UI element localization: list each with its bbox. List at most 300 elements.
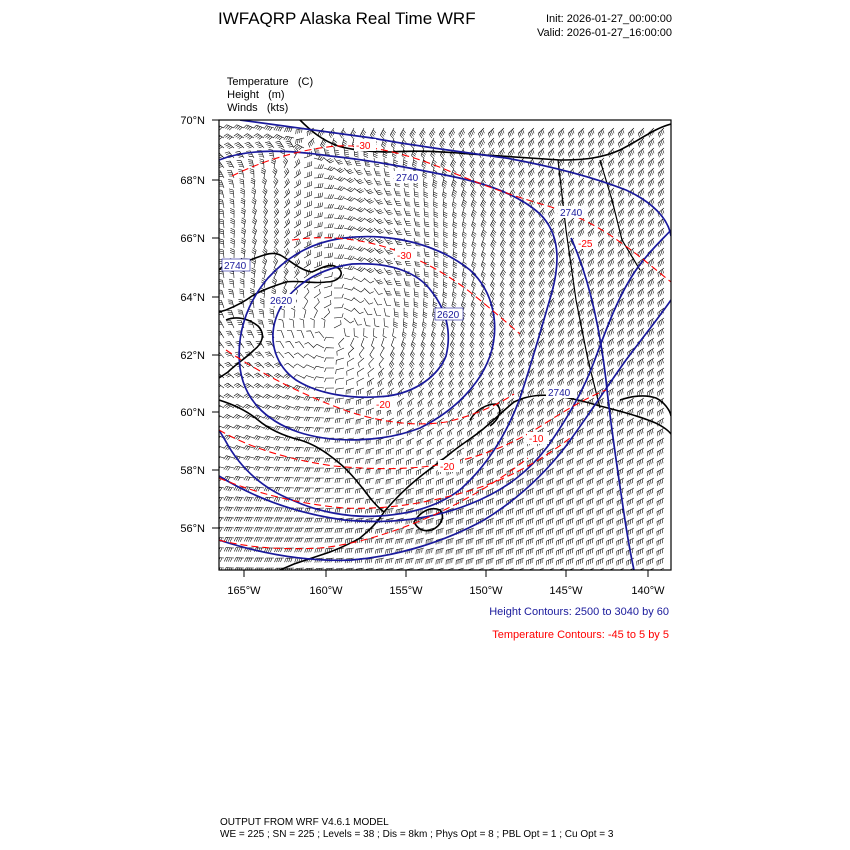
wind-barb [490, 218, 496, 228]
wind-barb [617, 458, 624, 466]
map-title: IWFAQRP Alaska Real Time WRF [218, 9, 476, 28]
wind-barb [241, 208, 245, 218]
wind-barb [648, 138, 654, 147]
wind-barb [486, 548, 494, 555]
wind-barb [402, 328, 406, 338]
wind-barb [262, 258, 267, 268]
wind-barb [424, 258, 429, 267]
wind-barb [618, 208, 624, 217]
lon-label: 150°W [469, 585, 503, 597]
wind-barb [346, 378, 354, 385]
wind-barb [597, 488, 604, 496]
wind-barb [568, 298, 574, 307]
wind-barb [374, 278, 383, 284]
temp-label-box [576, 237, 598, 250]
wind-barb [607, 488, 614, 496]
wind-barb [607, 478, 614, 486]
wind-barb [325, 458, 334, 463]
wind-barb [277, 331, 284, 339]
wind-barb [306, 331, 314, 338]
wind-barb [627, 468, 634, 476]
wind-barb [607, 468, 614, 476]
wind-barb [423, 168, 428, 178]
wind-barb [264, 384, 274, 389]
wind-barb [354, 318, 362, 325]
wind-barb [434, 228, 439, 237]
wind-barb [460, 158, 466, 168]
wind-barb [417, 438, 424, 446]
wind-barb [386, 458, 394, 465]
wind-barb [519, 258, 525, 268]
wind-barb [426, 568, 434, 574]
wind-barb [467, 508, 475, 515]
wind-barb [657, 378, 664, 387]
wind-barb [254, 507, 264, 511]
wind-barb [547, 558, 554, 565]
wind-barb [627, 368, 634, 377]
wind-barb [374, 218, 384, 224]
wind-barb [608, 258, 614, 267]
wind-barb [537, 528, 544, 535]
wind-barb [335, 398, 344, 403]
wind-barb [529, 238, 535, 248]
wind-barb [637, 518, 644, 526]
wind-barb [557, 518, 564, 526]
wind-barb [608, 298, 614, 307]
wind-barb [314, 397, 324, 401]
wind-barb [315, 458, 325, 462]
wind-barb [394, 278, 401, 285]
wind-barb [452, 198, 457, 208]
wind-barb [597, 458, 604, 466]
wind-barb [354, 267, 364, 272]
wind-barb [447, 428, 454, 437]
wind-barb [452, 288, 457, 298]
wind-barb [344, 216, 354, 221]
wind-barb [557, 528, 564, 536]
wind-barb [376, 478, 384, 484]
wind-barb [234, 497, 244, 502]
wind-barb [527, 418, 534, 427]
wind-barb [224, 466, 234, 471]
wind-barb [384, 278, 392, 285]
wind-barb [224, 456, 234, 461]
wind-barb [557, 538, 564, 545]
wind-barb [347, 358, 354, 366]
wind-barb [427, 428, 434, 436]
wind-barb [510, 238, 516, 248]
wind-barb [638, 158, 644, 167]
wind-barb [470, 338, 475, 348]
wind-barb [427, 438, 434, 446]
wind-barb [365, 568, 374, 574]
lat-label: 60°N [180, 407, 205, 419]
wind-barb [294, 200, 301, 208]
wind-barb [384, 188, 392, 195]
wind-barb [324, 272, 332, 278]
wind-barb [414, 268, 420, 276]
wind-barb [497, 448, 504, 456]
coastline-layer [219, 120, 671, 570]
wind-barb [334, 225, 344, 229]
wind-barb [254, 558, 264, 562]
wind-barb [487, 428, 494, 437]
wind-barb [487, 468, 494, 476]
wind-barb [450, 338, 455, 348]
wind-barb [588, 148, 594, 157]
wind-barb [304, 407, 314, 411]
wind-barb [637, 538, 644, 546]
wind-barb [627, 418, 634, 426]
wind-barb [324, 194, 334, 198]
height-label: 2740 [560, 208, 583, 219]
wind-barb [304, 342, 314, 348]
wind-barb [273, 168, 278, 178]
wind-barb [336, 358, 344, 365]
wind-barb [354, 217, 364, 222]
wind-barb [470, 328, 475, 338]
wind-barb [658, 158, 664, 167]
wind-barb [471, 198, 477, 208]
wind-barb [344, 266, 354, 270]
wind-barb [608, 238, 614, 247]
wind-barb [638, 288, 644, 297]
wind-barb [440, 138, 446, 148]
wind-barb [510, 288, 516, 298]
wind-barb [453, 268, 457, 278]
wind-barb [264, 405, 274, 410]
wind-barb [628, 218, 634, 227]
wind-barb [397, 438, 404, 446]
wind-barb [538, 358, 544, 367]
wind-barb [647, 348, 654, 357]
wind-barb [500, 218, 506, 228]
wind-barb [491, 268, 496, 278]
wind-barb [380, 348, 384, 358]
wind-barb [344, 178, 354, 183]
wind-barb [657, 558, 664, 566]
wind-barb [378, 368, 384, 378]
wind-barb [443, 208, 447, 218]
wind-barb [441, 328, 446, 338]
wind-barb [647, 508, 654, 516]
wind-barb [529, 268, 535, 278]
wind-barb [658, 258, 664, 267]
wind-barb [393, 328, 397, 338]
lon-label: 145°W [549, 585, 583, 597]
wind-barb [451, 328, 456, 338]
wind-barb [314, 344, 324, 348]
wind-barb [274, 477, 284, 481]
wind-barb [403, 318, 407, 328]
wind-barb [284, 136, 294, 141]
wind-barb [518, 368, 524, 377]
wind-barb [578, 298, 584, 307]
field-height-unit: (m) [268, 89, 285, 101]
wind-barb [498, 378, 504, 387]
wind-barb [383, 148, 388, 158]
wind-barb [374, 268, 383, 274]
wind-barb [657, 498, 664, 506]
wind-barb [412, 158, 417, 168]
wind-barb [508, 368, 514, 377]
wind-barb [437, 478, 444, 485]
wind-barb [219, 249, 224, 258]
wind-barb [251, 178, 255, 188]
wind-barb [314, 212, 322, 218]
wind-barb [658, 138, 664, 147]
wind-barb [304, 230, 311, 238]
wind-barb [538, 168, 544, 177]
wind-barb [334, 195, 344, 200]
wind-barb [376, 498, 384, 504]
wind-barb [396, 528, 404, 534]
wind-barb [384, 288, 392, 295]
wind-barb [387, 438, 394, 445]
wind-barb [587, 518, 594, 526]
wind-barb [424, 268, 429, 277]
wind-barb [459, 378, 465, 388]
wind-barb [618, 318, 624, 327]
wind-barb [433, 188, 437, 198]
wind-barb [364, 298, 373, 304]
wind-barb [658, 188, 664, 197]
wind-barb [410, 358, 415, 368]
wind-barb [294, 268, 299, 278]
wind-barb [618, 178, 624, 187]
wind-barb [557, 508, 564, 516]
wind-barb [294, 210, 301, 219]
wind-barb [384, 298, 391, 306]
wind-barb [657, 348, 664, 357]
wind-barb [608, 208, 614, 217]
wind-barb [462, 248, 466, 258]
wind-barb [254, 466, 264, 470]
wind-barb [617, 448, 624, 456]
wind-barb [436, 548, 444, 555]
wind-barb [437, 448, 444, 456]
wind-barb [294, 159, 300, 168]
wind-barb [251, 188, 256, 198]
wind-barb [507, 488, 514, 496]
wind-barb [466, 558, 474, 565]
wind-barb [364, 218, 374, 223]
wind-barb [357, 368, 364, 377]
wind-barb [324, 166, 334, 171]
wind-barb [419, 368, 424, 378]
wind-barb [548, 318, 554, 328]
wind-barb [558, 258, 564, 268]
wind-barb [587, 488, 594, 496]
wind-barb [476, 548, 484, 555]
wind-barb [470, 158, 476, 168]
wind-barb [335, 448, 344, 453]
wind-barb [422, 328, 427, 338]
wind-barb [648, 228, 654, 237]
wind-barb [324, 348, 334, 352]
wind-barb [529, 218, 535, 228]
wind-barb [637, 438, 644, 446]
wind-barb [508, 358, 514, 368]
wind-barb [527, 488, 534, 496]
wind-barb [224, 527, 234, 531]
wind-barb [364, 158, 370, 166]
wind-barb [325, 378, 335, 382]
wind-barb [260, 159, 265, 168]
wind-barb [466, 568, 474, 575]
wind-barb [597, 498, 604, 506]
wind-barb [284, 363, 294, 368]
wind-barb [334, 304, 343, 308]
wind-barb [296, 138, 304, 144]
wind-barb [335, 388, 344, 393]
wind-barb [304, 365, 314, 368]
wind-barb [404, 288, 410, 297]
wind-barb [618, 128, 624, 137]
wind-barb [325, 498, 334, 503]
wind-barb [304, 437, 314, 441]
wind-barb [587, 558, 594, 565]
wind-barb [537, 568, 545, 575]
wind-barb [384, 208, 393, 215]
wind-barb [548, 138, 554, 147]
border-alaska-yukon [558, 160, 600, 408]
wind-barb [491, 258, 496, 268]
wind-barb [558, 148, 564, 157]
wind-barb [254, 528, 264, 532]
wind-barb [558, 298, 564, 307]
wind-barb [568, 338, 574, 347]
wind-barb [224, 537, 234, 541]
wind-barb [577, 548, 584, 555]
wind-barb [444, 218, 448, 228]
wind-barb [449, 358, 454, 368]
wind-barb [568, 138, 574, 147]
wind-barb [274, 198, 279, 208]
wind-barb [637, 568, 644, 576]
wind-barb [577, 558, 584, 565]
wind-barb [479, 138, 485, 148]
wind-barb [394, 198, 401, 205]
height-label: 2740 [224, 261, 247, 272]
wind-barb [431, 328, 436, 338]
wind-barb [324, 158, 334, 163]
wind-barb [628, 308, 634, 317]
wind-barb [396, 538, 404, 544]
wind-barb [335, 488, 344, 493]
wind-barb [529, 328, 535, 338]
wind-barb [476, 528, 484, 535]
wind-barb [224, 497, 234, 502]
wind-barb [252, 198, 257, 208]
temp-label-box [395, 249, 417, 262]
wind-barb [567, 418, 574, 426]
wind-barb [444, 238, 448, 248]
wind-barb [344, 328, 350, 337]
wind-barb [406, 568, 414, 574]
wind-barb [588, 208, 594, 217]
wind-barb [335, 478, 344, 483]
wind-barb [577, 478, 584, 486]
wind-barb [344, 318, 354, 323]
wind-barb [264, 507, 274, 511]
wind-barb [377, 388, 384, 397]
wind-barb [387, 448, 395, 455]
wind-barb [284, 457, 294, 461]
wind-barb [280, 308, 284, 318]
wind-barb [637, 378, 644, 387]
wind-barb [324, 243, 333, 248]
wind-barb [366, 428, 374, 435]
wind-barb [397, 448, 404, 455]
wind-barb [354, 247, 364, 252]
wind-barb [300, 319, 305, 328]
wind-barb [416, 488, 424, 495]
wind-barb [478, 128, 484, 138]
wind-barb [374, 178, 382, 185]
wind-barb [224, 486, 234, 491]
wind-barb [568, 358, 574, 367]
wind-barb [248, 310, 254, 319]
wind-barb [294, 416, 304, 420]
wind-barb [558, 348, 564, 357]
wind-barb [295, 518, 305, 522]
wind-barb [263, 228, 268, 238]
wind-barb [657, 528, 664, 536]
wind-barb [598, 188, 604, 197]
wind-barb [460, 348, 465, 358]
wind-barb [234, 527, 244, 531]
wind-barb [597, 538, 604, 546]
wind-barb [648, 188, 654, 197]
wind-barb [274, 238, 279, 248]
lat-label: 66°N [180, 233, 205, 245]
wind-barb [617, 548, 624, 556]
wind-barb [466, 548, 474, 555]
wind-barb [224, 558, 234, 562]
wind-barb [597, 368, 604, 377]
wind-barb [345, 448, 354, 454]
wind-barb [364, 318, 371, 326]
wind-barb [637, 548, 644, 556]
wind-barb [617, 418, 624, 426]
wind-barb [304, 259, 311, 268]
wind-barb [481, 298, 486, 308]
wind-barb [587, 468, 594, 476]
wind-barb [263, 248, 268, 258]
wind-barb [367, 378, 374, 387]
wind-barb [335, 538, 344, 543]
wind-barb [334, 254, 344, 258]
wind-barb [264, 518, 274, 522]
wind-barb [637, 468, 644, 476]
wind-barb [219, 219, 224, 228]
wind-barb [480, 168, 486, 178]
wind-barb [638, 148, 644, 157]
wind-barb [429, 378, 435, 388]
wind-barb [628, 328, 635, 337]
wind-barb [617, 518, 624, 526]
wind-barb [356, 428, 364, 434]
wind-barb [262, 268, 266, 278]
wind-barb [648, 308, 654, 317]
wind-barb [529, 228, 535, 238]
wind-barb [335, 418, 344, 423]
wind-barb [597, 468, 604, 476]
wind-barb [346, 418, 355, 424]
wind-barb [507, 428, 514, 437]
wind-barb [345, 548, 354, 553]
